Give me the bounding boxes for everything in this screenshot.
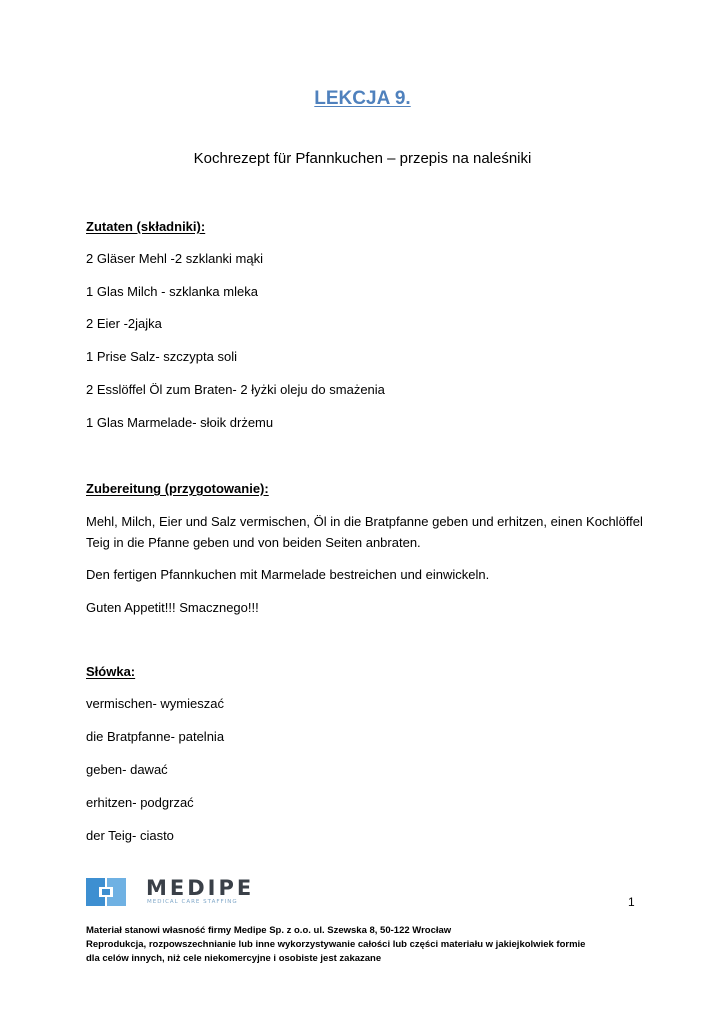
ingredient-item: 2 Eier -2jajka	[86, 316, 162, 331]
medipe-logo	[86, 876, 255, 908]
ingredient-item: 1 Glas Milch - szklanka mleka	[86, 284, 258, 299]
preparation-paragraph: Guten Appetit!!! Smacznego!!!	[86, 600, 259, 615]
vocabulary-item: erhitzen- podgrzać	[86, 795, 194, 810]
ingredient-item: 1 Glas Marmelade- słoik drżemu	[86, 415, 274, 430]
ingredient-item: 2 Gläser Mehl -2 szklanki mąki	[86, 251, 263, 266]
lesson-title: LEKCJA 9.	[314, 88, 411, 109]
footer-notice	[86, 924, 646, 966]
page-number: 1	[628, 895, 635, 909]
ingredients-heading: Zutaten (składniki):	[86, 219, 206, 234]
vocabulary-item: der Teig- ciasto	[86, 828, 174, 843]
footer-line: Reprodukcja, rozpowszechnianie lub inne wykorzystywanie całości lub części materiału w jakiejkolwiek formie	[86, 939, 586, 950]
preparation-paragraph: Den fertigen Pfannkuchen mit Marmelade bestreichen und einwickeln.	[86, 567, 490, 582]
footer-line: dla celów innych, niż cele niekomercyjne i osobiste jest zakazane	[86, 953, 382, 964]
vocabulary-item: geben- dawać	[86, 762, 168, 777]
footer-line: Materiał stanowi własność firmy Medipe Sp. z o.o. ul. Szewska 8, 50-122 Wrocław	[86, 925, 452, 936]
logo-tagline: MEDICAL CARE STAFFING	[147, 899, 238, 905]
recipe-subtitle: Kochrezept für Pfannkuchen – przepis na naleśniki	[193, 150, 532, 167]
medical-cross-logo-icon	[86, 878, 126, 906]
ingredient-item: 1 Prise Salz- szczypta soli	[86, 349, 237, 364]
vocabulary-item: die Bratpfanne- patelnia	[86, 729, 225, 744]
preparation-heading: Zubereitung (przygotowanie):	[86, 481, 269, 496]
ingredient-item: 2 Esslöffel Öl zum Braten- 2 łyżki oleju do smażenia	[86, 382, 385, 397]
preparation-paragraph: Mehl, Milch, Eier und Salz vermischen, Öl in die Bratpfanne geben und erhitzen, einen Kochlöffel Teig in die Pfanne geben und von beiden Seiten anbraten.	[86, 514, 643, 550]
logo-name: MEDIPE	[146, 876, 255, 900]
vocabulary-item: vermischen- wymieszać	[86, 696, 224, 711]
vocabulary-heading: Słówka:	[86, 664, 136, 679]
